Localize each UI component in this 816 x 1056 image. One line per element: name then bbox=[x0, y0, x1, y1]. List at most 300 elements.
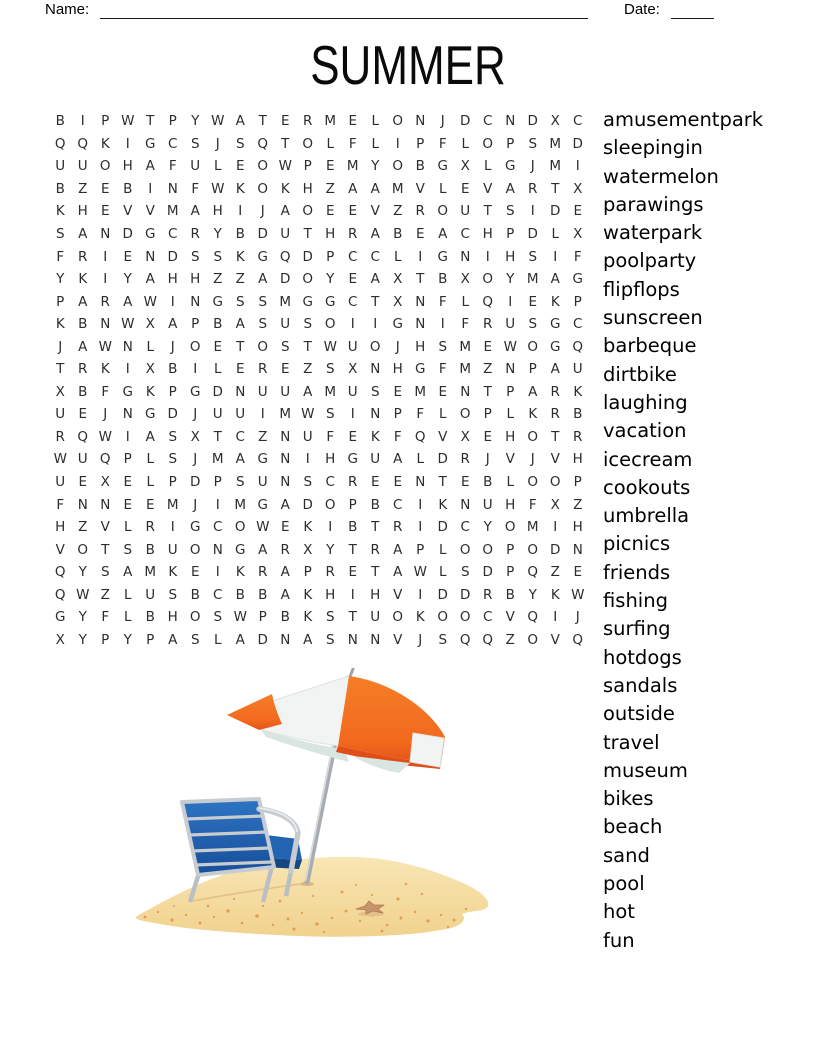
grid-letter[interactable]: T bbox=[56, 361, 65, 378]
grid-letter[interactable]: O bbox=[527, 338, 539, 355]
grid-letter[interactable]: C bbox=[168, 226, 178, 242]
grid-letter[interactable]: A bbox=[123, 564, 133, 581]
grid-letter[interactable]: O bbox=[189, 338, 201, 355]
grid-letter[interactable]: H bbox=[505, 428, 516, 445]
grid-letter[interactable]: A bbox=[550, 361, 560, 378]
grid-letter[interactable]: R bbox=[303, 113, 313, 130]
grid-letter[interactable]: I bbox=[148, 180, 153, 197]
grid-letter[interactable]: Y bbox=[371, 158, 380, 175]
grid-letter[interactable]: A bbox=[370, 180, 380, 197]
grid-letter[interactable]: L bbox=[483, 158, 492, 175]
grid-letter[interactable]: I bbox=[530, 203, 535, 220]
grid-letter[interactable]: R bbox=[460, 451, 470, 468]
grid-letter[interactable]: E bbox=[190, 564, 200, 581]
grid-letter[interactable]: U bbox=[145, 586, 156, 603]
grid-letter[interactable]: E bbox=[438, 383, 448, 400]
grid-letter[interactable]: H bbox=[415, 338, 426, 355]
grid-letter[interactable]: H bbox=[392, 361, 403, 378]
grid-letter[interactable]: X bbox=[55, 631, 65, 648]
grid-letter[interactable]: P bbox=[303, 158, 312, 175]
grid-letter[interactable]: L bbox=[371, 135, 380, 152]
grid-letter[interactable]: J bbox=[530, 158, 535, 175]
grid-letter[interactable]: L bbox=[461, 135, 470, 152]
grid-letter[interactable]: X bbox=[348, 361, 358, 378]
grid-letter[interactable]: Y bbox=[123, 631, 132, 648]
grid-letter[interactable]: K bbox=[168, 564, 178, 581]
grid-letter[interactable]: M bbox=[324, 383, 337, 400]
grid-letter[interactable]: B bbox=[145, 609, 155, 626]
grid-letter[interactable]: R bbox=[550, 406, 560, 423]
grid-letter[interactable]: U bbox=[235, 406, 246, 423]
grid-letter[interactable]: I bbox=[170, 293, 175, 310]
grid-letter[interactable]: F bbox=[461, 316, 470, 333]
grid-letter[interactable]: L bbox=[506, 406, 515, 423]
grid-letter[interactable]: L bbox=[326, 135, 335, 152]
grid-letter[interactable]: S bbox=[213, 609, 223, 626]
grid-letter[interactable]: I bbox=[238, 203, 243, 220]
grid-letter[interactable]: S bbox=[258, 293, 268, 310]
grid-letter[interactable]: G bbox=[145, 135, 156, 152]
grid-letter[interactable]: D bbox=[302, 496, 313, 513]
grid-letter[interactable]: R bbox=[483, 586, 493, 603]
grid-letter[interactable]: N bbox=[460, 248, 471, 265]
grid-letter[interactable]: I bbox=[373, 316, 378, 333]
grid-letter[interactable]: A bbox=[168, 631, 178, 648]
grid-letter[interactable]: M bbox=[526, 519, 539, 536]
grid-letter[interactable]: V bbox=[505, 609, 515, 626]
grid-letter[interactable]: Q bbox=[279, 248, 291, 265]
grid-letter[interactable]: R bbox=[78, 361, 88, 378]
grid-letter[interactable]: K bbox=[370, 428, 380, 445]
grid-letter[interactable]: M bbox=[234, 496, 247, 513]
grid-letter[interactable]: S bbox=[528, 135, 538, 152]
grid-letter[interactable]: E bbox=[573, 564, 583, 581]
word-search-grid[interactable] bbox=[49, 110, 589, 651]
grid-letter[interactable]: B bbox=[145, 541, 155, 558]
grid-letter[interactable]: N bbox=[415, 316, 426, 333]
grid-letter[interactable]: A bbox=[190, 203, 200, 220]
grid-letter[interactable]: P bbox=[191, 316, 200, 333]
grid-letter[interactable]: N bbox=[167, 180, 178, 197]
grid-letter[interactable]: V bbox=[415, 180, 425, 197]
grid-letter[interactable]: A bbox=[78, 338, 88, 355]
grid-letter[interactable]: D bbox=[482, 564, 493, 581]
grid-letter[interactable]: C bbox=[573, 113, 583, 130]
grid-letter[interactable]: Z bbox=[550, 564, 560, 581]
grid-letter[interactable]: X bbox=[393, 271, 403, 288]
grid-letter[interactable]: R bbox=[258, 361, 268, 378]
grid-letter[interactable]: S bbox=[460, 564, 470, 581]
grid-letter[interactable]: O bbox=[302, 203, 314, 220]
grid-letter[interactable]: W bbox=[503, 338, 517, 355]
grid-letter[interactable]: O bbox=[459, 609, 471, 626]
grid-letter[interactable]: Q bbox=[99, 451, 111, 468]
grid-letter[interactable]: O bbox=[392, 113, 404, 130]
grid-letter[interactable]: D bbox=[122, 226, 133, 242]
grid-letter[interactable]: K bbox=[235, 248, 245, 265]
grid-letter[interactable]: N bbox=[415, 293, 426, 310]
grid-letter[interactable]: L bbox=[123, 586, 132, 603]
grid-letter[interactable]: T bbox=[281, 135, 290, 152]
grid-letter[interactable]: C bbox=[348, 248, 358, 265]
grid-letter[interactable]: E bbox=[325, 158, 335, 175]
grid-letter[interactable]: R bbox=[550, 383, 560, 400]
grid-letter[interactable]: N bbox=[415, 113, 426, 130]
grid-letter[interactable]: E bbox=[460, 180, 470, 197]
grid-letter[interactable]: E bbox=[393, 474, 403, 491]
grid-letter[interactable]: F bbox=[101, 609, 110, 626]
grid-letter[interactable]: O bbox=[77, 541, 89, 558]
grid-letter[interactable]: I bbox=[418, 586, 423, 603]
grid-letter[interactable]: U bbox=[257, 474, 268, 491]
grid-letter[interactable]: O bbox=[392, 158, 404, 175]
grid-letter[interactable]: R bbox=[325, 564, 335, 581]
grid-letter[interactable]: O bbox=[302, 271, 314, 288]
grid-letter[interactable]: L bbox=[438, 406, 447, 423]
grid-letter[interactable]: A bbox=[393, 451, 403, 468]
grid-letter[interactable]: L bbox=[213, 158, 222, 175]
grid-letter[interactable]: Q bbox=[54, 586, 66, 603]
grid-letter[interactable]: N bbox=[370, 361, 381, 378]
grid-letter[interactable]: B bbox=[573, 406, 583, 423]
grid-letter[interactable]: E bbox=[100, 180, 110, 197]
grid-letter[interactable]: E bbox=[123, 474, 133, 491]
grid-letter[interactable]: X bbox=[55, 383, 65, 400]
grid-letter[interactable]: N bbox=[572, 541, 583, 558]
grid-letter[interactable]: I bbox=[125, 361, 130, 378]
grid-letter[interactable]: T bbox=[348, 609, 357, 626]
grid-letter[interactable]: K bbox=[55, 203, 65, 220]
grid-letter[interactable]: S bbox=[258, 316, 268, 333]
grid-letter[interactable]: I bbox=[215, 564, 220, 581]
grid-letter[interactable]: Q bbox=[572, 631, 584, 648]
grid-letter[interactable]: V bbox=[393, 586, 403, 603]
grid-letter[interactable]: L bbox=[438, 180, 447, 197]
grid-letter[interactable]: S bbox=[235, 135, 245, 152]
grid-letter[interactable]: A bbox=[370, 226, 380, 242]
grid-letter[interactable]: K bbox=[55, 316, 65, 333]
grid-letter[interactable]: V bbox=[55, 541, 65, 558]
grid-letter[interactable]: T bbox=[416, 271, 425, 288]
grid-letter[interactable]: A bbox=[145, 158, 155, 175]
grid-letter[interactable]: R bbox=[280, 541, 290, 558]
grid-letter[interactable]: N bbox=[122, 406, 133, 423]
grid-letter[interactable]: K bbox=[78, 271, 88, 288]
grid-letter[interactable]: B bbox=[348, 519, 358, 536]
grid-letter[interactable]: A bbox=[235, 631, 245, 648]
grid-letter[interactable]: Y bbox=[56, 271, 65, 288]
grid-letter[interactable]: A bbox=[438, 226, 448, 242]
grid-letter[interactable]: K bbox=[303, 586, 313, 603]
grid-letter[interactable]: U bbox=[55, 474, 66, 491]
grid-letter[interactable]: F bbox=[438, 361, 447, 378]
grid-letter[interactable]: D bbox=[550, 203, 561, 220]
grid-letter[interactable]: P bbox=[56, 293, 65, 310]
grid-letter[interactable]: W bbox=[211, 180, 225, 197]
grid-letter[interactable]: D bbox=[280, 271, 291, 288]
grid-letter[interactable]: G bbox=[257, 451, 268, 468]
grid-letter[interactable]: O bbox=[504, 519, 516, 536]
grid-letter[interactable]: U bbox=[212, 406, 223, 423]
grid-letter[interactable]: D bbox=[302, 248, 313, 265]
grid-letter[interactable]: C bbox=[168, 135, 178, 152]
grid-letter[interactable]: V bbox=[438, 428, 448, 445]
grid-letter[interactable]: Z bbox=[505, 631, 515, 648]
grid-letter[interactable]: A bbox=[505, 180, 515, 197]
grid-letter[interactable]: N bbox=[505, 113, 516, 130]
grid-letter[interactable]: E bbox=[348, 203, 358, 220]
grid-letter[interactable]: A bbox=[258, 271, 268, 288]
grid-letter[interactable]: V bbox=[505, 451, 515, 468]
grid-letter[interactable]: Z bbox=[258, 428, 268, 445]
grid-letter[interactable]: X bbox=[573, 226, 583, 242]
grid-letter[interactable]: M bbox=[414, 383, 427, 400]
grid-letter[interactable]: E bbox=[348, 271, 358, 288]
grid-letter[interactable]: E bbox=[123, 248, 133, 265]
grid-letter[interactable]: L bbox=[123, 609, 132, 626]
grid-letter[interactable]: U bbox=[280, 316, 291, 333]
grid-letter[interactable]: G bbox=[257, 496, 268, 513]
grid-letter[interactable]: E bbox=[325, 203, 335, 220]
grid-letter[interactable]: F bbox=[101, 383, 110, 400]
grid-letter[interactable]: B bbox=[393, 226, 403, 242]
grid-letter[interactable]: T bbox=[236, 338, 245, 355]
grid-letter[interactable]: E bbox=[145, 496, 155, 513]
grid-letter[interactable]: Y bbox=[506, 271, 515, 288]
grid-letter[interactable]: Z bbox=[303, 361, 313, 378]
grid-letter[interactable]: Z bbox=[573, 496, 583, 513]
grid-letter[interactable]: C bbox=[213, 586, 223, 603]
grid-letter[interactable]: T bbox=[371, 519, 380, 536]
grid-letter[interactable]: H bbox=[325, 451, 336, 468]
grid-letter[interactable]: A bbox=[550, 271, 560, 288]
grid-letter[interactable]: G bbox=[437, 248, 448, 265]
grid-letter[interactable]: V bbox=[393, 631, 403, 648]
grid-letter[interactable]: V bbox=[550, 451, 560, 468]
grid-letter[interactable]: Z bbox=[393, 203, 403, 220]
grid-letter[interactable]: H bbox=[505, 248, 516, 265]
grid-letter[interactable]: H bbox=[325, 226, 336, 242]
name-input-line[interactable] bbox=[100, 2, 588, 19]
grid-letter[interactable]: N bbox=[190, 293, 201, 310]
grid-letter[interactable]: A bbox=[280, 496, 290, 513]
grid-letter[interactable]: N bbox=[505, 361, 516, 378]
grid-letter[interactable]: S bbox=[213, 248, 223, 265]
grid-letter[interactable]: I bbox=[418, 248, 423, 265]
grid-letter[interactable]: X bbox=[460, 428, 470, 445]
grid-letter[interactable]: A bbox=[280, 203, 290, 220]
grid-letter[interactable]: U bbox=[280, 383, 291, 400]
grid-letter[interactable]: Q bbox=[77, 428, 89, 445]
grid-letter[interactable]: A bbox=[303, 631, 313, 648]
grid-letter[interactable]: E bbox=[460, 474, 470, 491]
grid-letter[interactable]: A bbox=[78, 293, 88, 310]
grid-letter[interactable]: G bbox=[257, 248, 268, 265]
grid-letter[interactable]: F bbox=[326, 428, 335, 445]
grid-letter[interactable]: T bbox=[483, 383, 492, 400]
grid-letter[interactable]: D bbox=[527, 226, 538, 242]
grid-letter[interactable]: P bbox=[326, 248, 335, 265]
grid-letter[interactable]: X bbox=[100, 474, 110, 491]
grid-letter[interactable]: O bbox=[392, 609, 404, 626]
grid-letter[interactable]: E bbox=[348, 428, 358, 445]
grid-letter[interactable]: K bbox=[415, 609, 425, 626]
grid-letter[interactable]: O bbox=[369, 338, 381, 355]
grid-letter[interactable]: V bbox=[123, 203, 133, 220]
grid-letter[interactable]: A bbox=[235, 113, 245, 130]
grid-letter[interactable]: O bbox=[99, 158, 111, 175]
grid-letter[interactable]: B bbox=[123, 180, 133, 197]
grid-letter[interactable]: E bbox=[348, 113, 358, 130]
grid-letter[interactable]: W bbox=[323, 338, 337, 355]
grid-letter[interactable]: A bbox=[145, 271, 155, 288]
grid-letter[interactable]: E bbox=[280, 361, 290, 378]
grid-letter[interactable]: Q bbox=[482, 631, 494, 648]
grid-letter[interactable]: X bbox=[550, 113, 560, 130]
grid-letter[interactable]: K bbox=[550, 293, 560, 310]
grid-letter[interactable]: U bbox=[280, 226, 291, 242]
grid-letter[interactable]: H bbox=[482, 226, 493, 242]
grid-letter[interactable]: I bbox=[508, 293, 513, 310]
grid-letter[interactable]: I bbox=[418, 496, 423, 513]
grid-letter[interactable]: H bbox=[122, 158, 133, 175]
grid-letter[interactable]: E bbox=[528, 293, 538, 310]
grid-letter[interactable]: S bbox=[303, 474, 313, 491]
grid-letter[interactable]: R bbox=[393, 519, 403, 536]
grid-letter[interactable]: E bbox=[280, 113, 290, 130]
grid-letter[interactable]: H bbox=[370, 586, 381, 603]
grid-letter[interactable]: R bbox=[348, 226, 358, 242]
grid-letter[interactable]: R bbox=[370, 541, 380, 558]
grid-letter[interactable]: P bbox=[123, 451, 132, 468]
grid-letter[interactable]: S bbox=[280, 338, 290, 355]
grid-letter[interactable]: S bbox=[168, 451, 178, 468]
grid-letter[interactable]: S bbox=[325, 361, 335, 378]
grid-letter[interactable]: U bbox=[370, 451, 381, 468]
grid-letter[interactable]: R bbox=[258, 564, 268, 581]
grid-letter[interactable]: D bbox=[257, 226, 268, 242]
grid-letter[interactable]: O bbox=[437, 203, 449, 220]
grid-letter[interactable]: C bbox=[235, 428, 245, 445]
grid-letter[interactable]: Q bbox=[77, 135, 89, 152]
grid-letter[interactable]: N bbox=[145, 248, 156, 265]
grid-letter[interactable]: I bbox=[170, 519, 175, 536]
grid-letter[interactable]: L bbox=[506, 474, 515, 491]
grid-letter[interactable]: P bbox=[303, 564, 312, 581]
grid-letter[interactable]: O bbox=[459, 541, 471, 558]
grid-letter[interactable]: Y bbox=[78, 564, 87, 581]
grid-letter[interactable]: I bbox=[350, 316, 355, 333]
grid-letter[interactable]: M bbox=[144, 564, 157, 581]
grid-letter[interactable]: A bbox=[280, 586, 290, 603]
grid-letter[interactable]: T bbox=[551, 180, 560, 197]
grid-letter[interactable]: W bbox=[76, 586, 90, 603]
grid-letter[interactable]: Y bbox=[78, 609, 87, 626]
grid-letter[interactable]: N bbox=[280, 474, 291, 491]
grid-letter[interactable]: T bbox=[303, 338, 312, 355]
grid-letter[interactable]: A bbox=[528, 383, 538, 400]
grid-letter[interactable]: K bbox=[303, 519, 313, 536]
grid-letter[interactable]: E bbox=[235, 158, 245, 175]
grid-letter[interactable]: J bbox=[575, 609, 580, 626]
grid-letter[interactable]: I bbox=[125, 428, 130, 445]
grid-letter[interactable]: J bbox=[193, 451, 198, 468]
grid-letter[interactable]: V bbox=[145, 203, 155, 220]
grid-letter[interactable]: O bbox=[527, 631, 539, 648]
grid-letter[interactable]: L bbox=[393, 248, 402, 265]
grid-letter[interactable]: I bbox=[575, 158, 580, 175]
grid-letter[interactable]: X bbox=[145, 316, 155, 333]
grid-letter[interactable]: I bbox=[350, 586, 355, 603]
grid-letter[interactable]: I bbox=[215, 496, 220, 513]
grid-letter[interactable]: E bbox=[235, 361, 245, 378]
grid-letter[interactable]: U bbox=[347, 383, 358, 400]
grid-letter[interactable]: F bbox=[438, 293, 447, 310]
grid-letter[interactable]: T bbox=[348, 541, 357, 558]
grid-letter[interactable]: Q bbox=[54, 564, 66, 581]
grid-letter[interactable]: C bbox=[460, 519, 470, 536]
grid-letter[interactable]: R bbox=[415, 203, 425, 220]
grid-letter[interactable]: K bbox=[528, 406, 538, 423]
grid-letter[interactable]: Y bbox=[213, 226, 222, 242]
grid-letter[interactable]: V bbox=[370, 203, 380, 220]
grid-letter[interactable]: B bbox=[55, 180, 65, 197]
grid-letter[interactable]: I bbox=[260, 406, 265, 423]
grid-letter[interactable]: E bbox=[573, 203, 583, 220]
grid-letter[interactable]: A bbox=[168, 316, 178, 333]
grid-letter[interactable]: D bbox=[460, 113, 471, 130]
grid-letter[interactable]: U bbox=[460, 203, 471, 220]
grid-letter[interactable]: Y bbox=[483, 519, 492, 536]
grid-letter[interactable]: B bbox=[483, 474, 493, 491]
grid-letter[interactable]: Q bbox=[54, 135, 66, 152]
grid-letter[interactable]: P bbox=[506, 383, 515, 400]
grid-letter[interactable]: T bbox=[438, 474, 447, 491]
grid-letter[interactable]: U bbox=[55, 406, 66, 423]
grid-letter[interactable]: I bbox=[80, 113, 85, 130]
grid-letter[interactable]: P bbox=[483, 406, 492, 423]
grid-letter[interactable]: F bbox=[56, 248, 65, 265]
grid-letter[interactable]: L bbox=[213, 361, 222, 378]
grid-letter[interactable]: E bbox=[483, 338, 493, 355]
grid-letter[interactable]: A bbox=[370, 271, 380, 288]
grid-letter[interactable]: O bbox=[527, 428, 539, 445]
grid-letter[interactable]: U bbox=[482, 496, 493, 513]
grid-letter[interactable]: M bbox=[459, 361, 472, 378]
grid-letter[interactable]: M bbox=[166, 203, 179, 220]
grid-letter[interactable]: S bbox=[325, 406, 335, 423]
grid-letter[interactable]: S bbox=[235, 474, 245, 491]
grid-letter[interactable]: S bbox=[190, 631, 200, 648]
grid-letter[interactable]: B bbox=[78, 383, 88, 400]
grid-letter[interactable]: J bbox=[440, 113, 445, 130]
grid-letter[interactable]: M bbox=[279, 293, 292, 310]
grid-letter[interactable]: G bbox=[302, 293, 313, 310]
grid-letter[interactable]: I bbox=[305, 451, 310, 468]
grid-letter[interactable]: F bbox=[528, 496, 537, 513]
grid-letter[interactable]: P bbox=[506, 135, 515, 152]
grid-letter[interactable]: C bbox=[460, 226, 470, 242]
grid-letter[interactable]: O bbox=[482, 135, 494, 152]
grid-letter[interactable]: N bbox=[122, 338, 133, 355]
grid-letter[interactable]: Z bbox=[78, 519, 88, 536]
grid-letter[interactable]: W bbox=[143, 293, 157, 310]
grid-letter[interactable]: F bbox=[168, 158, 177, 175]
grid-letter[interactable]: A bbox=[235, 451, 245, 468]
grid-letter[interactable]: W bbox=[233, 609, 247, 626]
grid-letter[interactable]: D bbox=[167, 406, 178, 423]
grid-letter[interactable]: E bbox=[393, 383, 403, 400]
